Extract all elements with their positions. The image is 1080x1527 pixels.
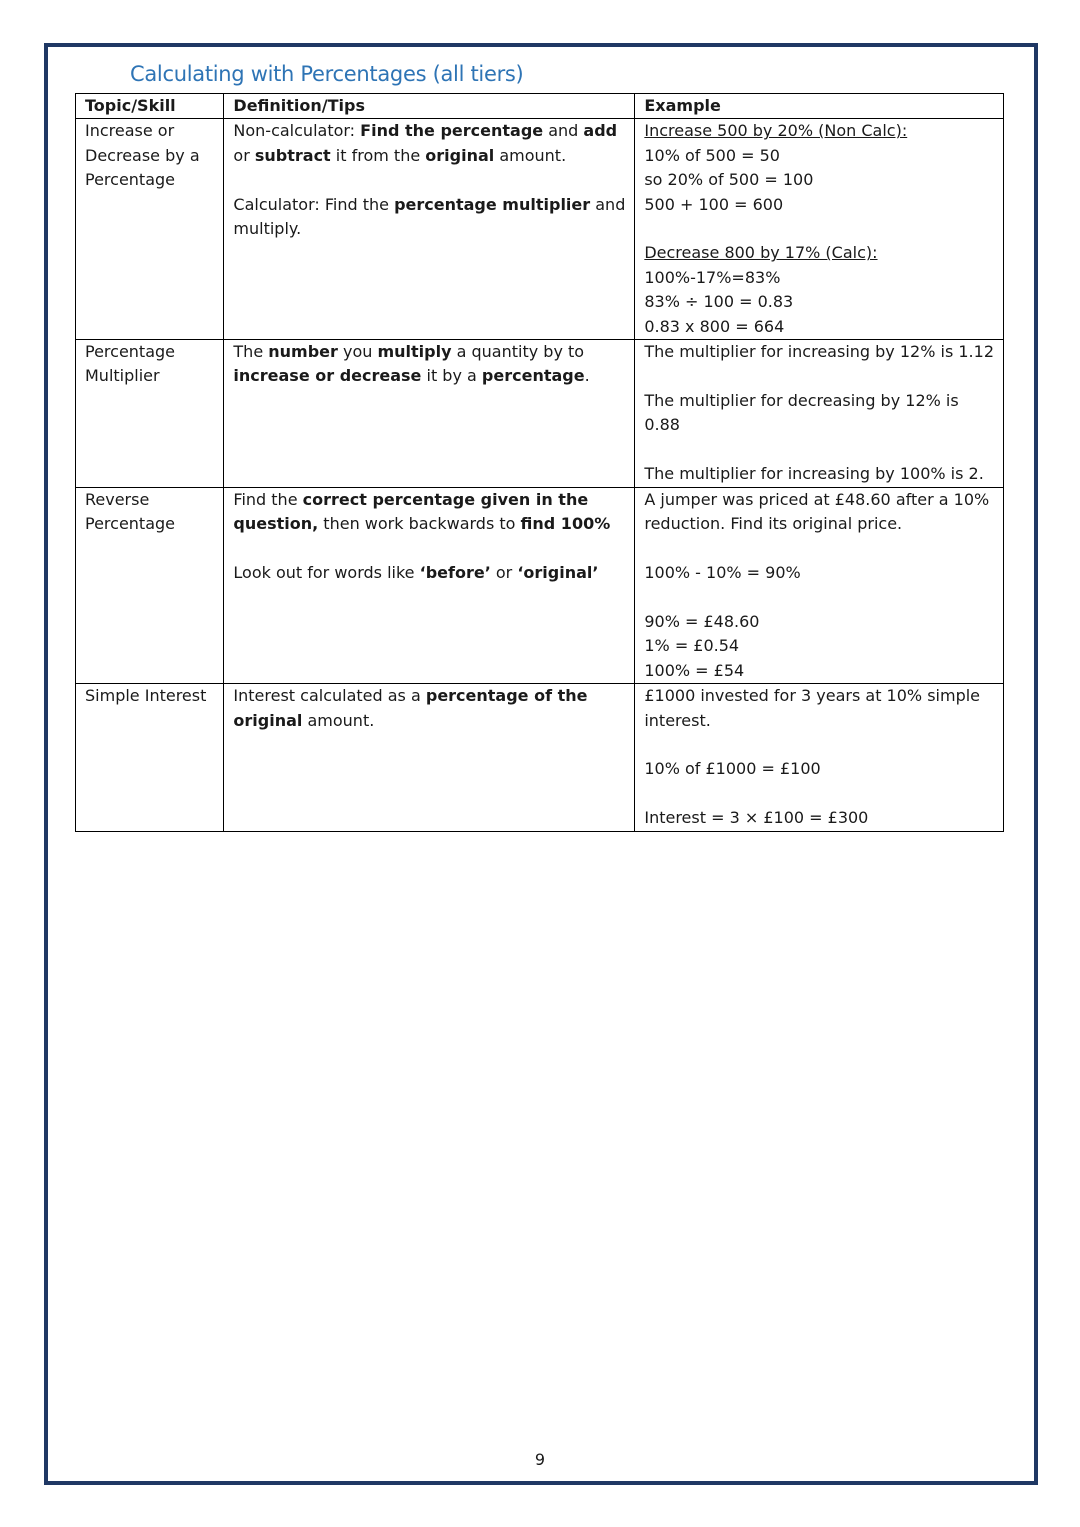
example-line: 1% = £0.54	[644, 636, 740, 656]
page-number: 9	[534, 1450, 546, 1469]
page-title: Calculating with Percentages (all tiers)	[130, 62, 524, 86]
definition-line: original amount.	[233, 710, 375, 730]
example-cell	[635, 488, 1004, 684]
example-line: The multiplier for increasing by 12% is 1.12	[644, 342, 994, 362]
table-row	[76, 340, 1004, 488]
example-line: £1000 invested for 3 years at 10% simple	[644, 686, 981, 706]
topic-cell	[76, 119, 224, 340]
example-line: 83% ÷ 100 = 0.83	[644, 292, 794, 312]
example-line: Interest = 3 × £100 = £300	[644, 808, 869, 828]
example-line: 100% - 10% = 90%	[644, 563, 801, 583]
example-heading: Increase 500 by 20% (Non Calc):	[644, 121, 908, 141]
example-line: 90% = £48.60	[644, 612, 760, 632]
example-line: interest.	[644, 710, 711, 730]
definition-line: Calculator: Find the percentage multiplier and	[233, 194, 626, 214]
topic-line: Multiplier	[85, 366, 160, 386]
topic-cell	[76, 684, 224, 831]
table-header-row	[76, 94, 1004, 119]
table-row	[76, 119, 1004, 340]
definition-line: Interest calculated as a percentage of the	[233, 686, 588, 706]
example-line: The multiplier for increasing by 100% is 2.	[644, 464, 984, 484]
definition-cell	[224, 684, 635, 831]
topic-line: Percentage	[85, 170, 176, 190]
definition-line: or subtract it from the original amount.	[233, 145, 567, 165]
example-heading: Decrease 800 by 17% (Calc):	[644, 243, 878, 263]
definition-line: multiply.	[233, 219, 302, 239]
header-definition: Definition/Tips	[224, 94, 635, 119]
example-line: so 20% of 500 = 100	[644, 170, 814, 190]
definition-line: The number you multiply a quantity by to	[233, 342, 585, 362]
topic-line: Increase or	[85, 121, 175, 141]
topic-line: Simple Interest	[85, 686, 207, 706]
topic-line: Reverse	[85, 490, 150, 510]
example-cell	[635, 684, 1004, 831]
example-line: 500 + 100 = 600	[644, 194, 784, 214]
definition-line: Find the correct percentage given in the	[233, 490, 589, 510]
header-example: Example	[635, 94, 1004, 119]
definition-line: increase or decrease it by a percentage.	[233, 366, 590, 386]
example-cell	[635, 119, 1004, 340]
table-row	[76, 488, 1004, 684]
percentages-table	[75, 93, 1004, 832]
topic-line: Percentage	[85, 514, 176, 534]
definition-line: Look out for words like ‘before’ or ‘original’	[233, 563, 599, 583]
example-line: 0.83 x 800 = 664	[644, 316, 785, 336]
definition-cell	[224, 488, 635, 684]
example-line: The multiplier for decreasing by 12% is	[644, 390, 959, 410]
topic-cell	[76, 340, 224, 488]
example-line: 0.88	[644, 415, 680, 435]
definition-cell	[224, 340, 635, 488]
definition-cell	[224, 119, 635, 340]
definition-line: question, then work backwards to find 100%	[233, 514, 611, 534]
topic-cell	[76, 488, 224, 684]
topic-line: Decrease by a	[85, 145, 200, 165]
example-cell	[635, 340, 1004, 488]
example-line: 10% of £1000 = £100	[644, 759, 821, 779]
topic-line: Percentage	[85, 342, 176, 362]
example-line: 10% of 500 = 50	[644, 145, 780, 165]
example-line: 100%-17%=83%	[644, 267, 781, 287]
definition-line: Non-calculator: Find the percentage and add	[233, 121, 618, 141]
example-line: reduction. Find its original price.	[644, 514, 903, 534]
table-row	[76, 684, 1004, 831]
header-topic: Topic/Skill	[76, 94, 224, 119]
example-line: 100% = £54	[644, 660, 745, 680]
example-line: A jumper was priced at £48.60 after a 10%	[644, 490, 990, 510]
